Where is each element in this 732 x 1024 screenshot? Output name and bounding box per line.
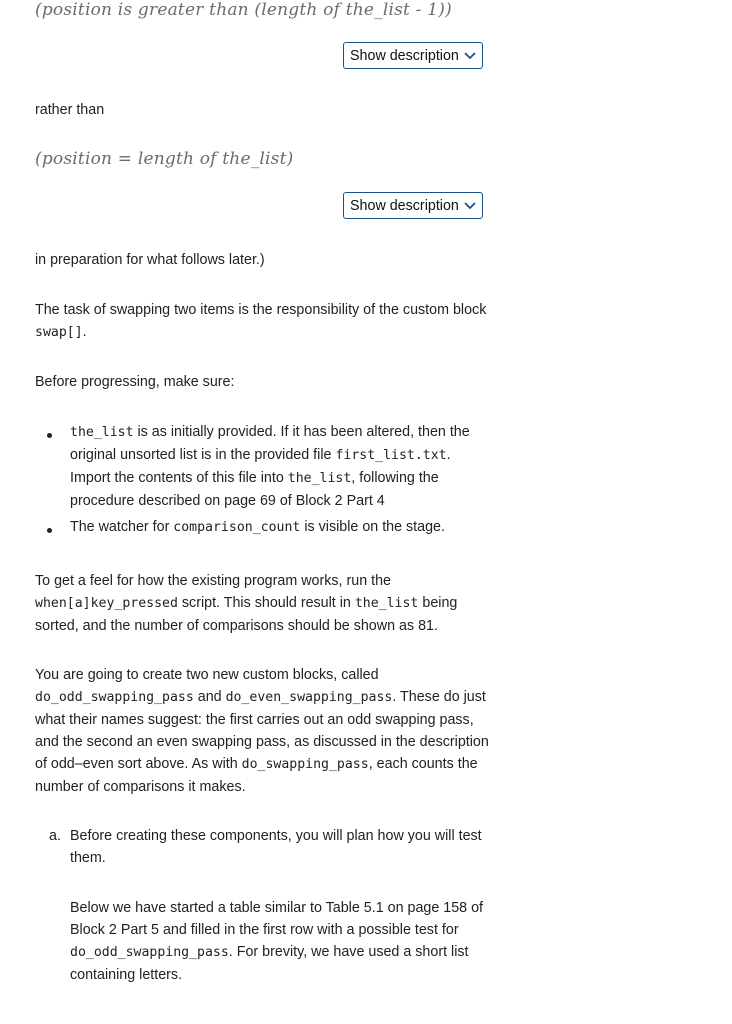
- show-description-label: Show description: [350, 47, 459, 64]
- task-paragraph: The task of swapping two items is the responsibility of the custom block swap[].: [35, 302, 487, 340]
- bullet-marker: [47, 521, 55, 529]
- handwritten-condition-1: (position is greater than (length of the_list - 1)): [35, 0, 452, 20]
- bullet-item-2: The watcher for comparison_count is visible on the stage.: [70, 519, 445, 535]
- below-table-paragraph: Below we have started a table similar to Table 5.1 on page 158 of Block 2 Part 5 and filled in the first row with a possible test for do_odd_swapping_pass. For brevity, we have used a short list containing letters.: [70, 900, 484, 983]
- bullet-marker: [47, 426, 55, 434]
- chevron-down-icon: [464, 52, 476, 60]
- list-marker-a: a.: [49, 828, 61, 844]
- show-description-label: Show description: [350, 197, 459, 214]
- list-item-a: Before creating these components, you will plan how you will test them.: [70, 828, 482, 866]
- show-description-button-1[interactable]: [343, 42, 483, 69]
- rather-than-text: rather than: [35, 102, 105, 118]
- swap-code: swap[]: [35, 325, 83, 340]
- custom-blocks-paragraph: You are going to create two new custom blocks, called do_odd_swapping_pass and do_even_swapping_pass. These do just what their names suggest: the first carries out an odd swapping pass, and the second an even swapping pass, as discussed in the description of odd–even sort above. As with do_swapping_pass, each counts the number of comparisons it makes.: [35, 667, 489, 795]
- handwritten-condition-2: (position = length of the_list): [35, 149, 294, 169]
- feel-paragraph: To get a feel for how the existing program works, run the when[a]key_pressed script. This should result in the_list being sorted, and the number of comparisons should be shown as 81.: [35, 573, 458, 634]
- show-description-button-2[interactable]: [343, 192, 483, 219]
- chevron-down-icon: [464, 202, 476, 210]
- before-progressing-text: Before progressing, make sure:: [35, 374, 235, 390]
- bullet-item-1: the_list is as initially provided. If it has been altered, then the original unsorted list is in the provided file first_list.txt. Import the contents of this file into the_list, following the procedure described on page 69 of Block 2 Part 4: [70, 424, 470, 509]
- preparation-text: in preparation for what follows later.): [35, 252, 265, 268]
